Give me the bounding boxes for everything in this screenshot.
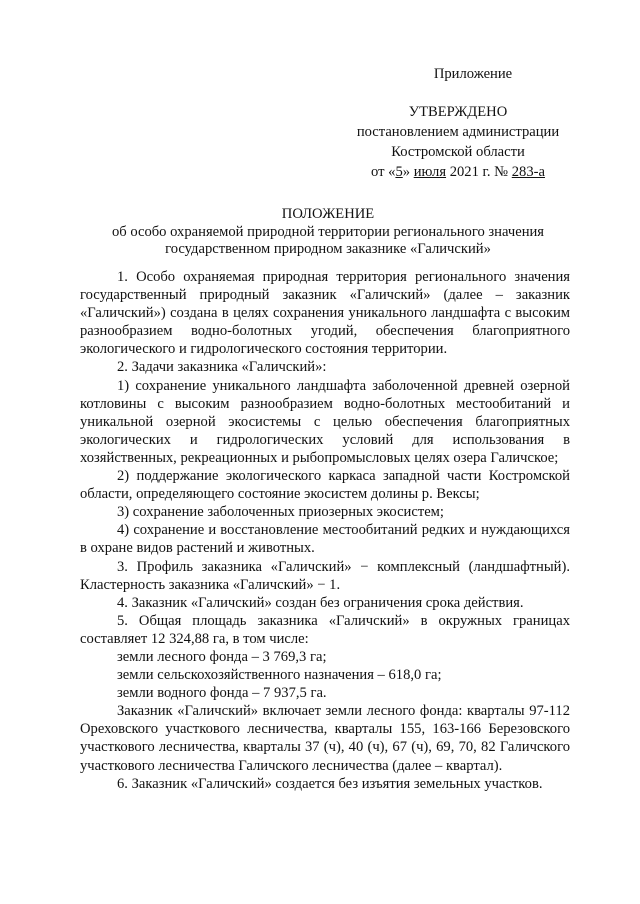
paragraph-1: 1. Особо охраняемая природная территория регионального значения государственный природный заказник «Галичский» (далее – заказник «Галичский») создана в целях сохранения уникального ландшафта с высоким разнообразием водно-болотных угодий, обеспечения благоприятного экологического и гидрологического состояния территории.	[80, 269, 570, 358]
resolution-date: от «5» июля 2021 г. № 283-а	[371, 164, 545, 180]
date-month: июля	[413, 164, 447, 180]
paragraph-6: 6. Заказник «Галичский» создается без изъятия земельных участков.	[117, 775, 543, 792]
task-3: 3) сохранение заболоченных приозерных экосистем;	[117, 504, 444, 521]
title-main: ПОЛОЖЕНИЕ	[281, 206, 375, 222]
region-label: Костромской области	[391, 144, 525, 160]
land-water: земли водного фонда – 7 937,5 га.	[117, 685, 327, 702]
document-title	[80, 206, 576, 259]
document-body	[80, 268, 570, 793]
date-day: 5	[395, 164, 403, 180]
task-4: 4) сохранение и восстановление местообитаний редких и нуждающихся в охране видов растений и животных.	[80, 522, 570, 557]
paragraph-2: 2. Задачи заказника «Галичский»:	[117, 359, 327, 376]
task-1: 1) сохранение уникального ландшафта заболоченной древней озерной котловины с высоким разнообразием водно-болотных местообитаний и уникальной озерной экосистемы с целью обеспечения благоприятных экологических и гидрологических условий для использования в хозяйственных, рекреационных и рыбопромысловых целях озера Галичское;	[80, 377, 570, 466]
paragraph-3: 3. Профиль заказника «Галичский» − комплексный (ландшафтный). Кластерность заказника «Галичский» − 1.	[80, 558, 570, 593]
title-line-1: об особо охраняемой природной территории регионального значения	[111, 223, 545, 240]
task-2: 2) поддержание экологического каркаса западной части Костромской области, определяющего состояние экосистем долины р. Вексы;	[80, 468, 570, 503]
approved-label: УТВЕРЖДЕНО	[408, 104, 508, 120]
paragraph-5: 5. Общая площадь заказника «Галичский» в окружных границах составляет 12 324,88 га, в том числе:	[80, 612, 570, 647]
resolution-label: постановлением администрации	[356, 124, 560, 140]
land-agricultural: земли сельскохозяйственного назначения – 618,0 га;	[117, 667, 442, 684]
paragraph-4: 4. Заказник «Галичский» создан без ограничения срока действия.	[117, 594, 524, 611]
land-forest: земли лесного фонда – 3 769,3 га;	[117, 648, 327, 665]
title-line-2: государственном природном заказнике «Галичский»	[165, 241, 491, 257]
approval-block	[328, 64, 588, 182]
appendix-label: Приложение	[433, 66, 513, 82]
resolution-number: 283-а	[511, 164, 545, 180]
quarters-paragraph: Заказник «Галичский» включает земли лесного фонда: кварталы 97-112 Ореховского участкового лесничества, кварталы 155, 163-166 Березовского участкового лесничества, кварталы 37 (ч), 40 (ч), 67 (ч), 69, 70, 82 Галичского участкового лесничества Галичского лесничества (далее – квартал).	[80, 703, 570, 774]
